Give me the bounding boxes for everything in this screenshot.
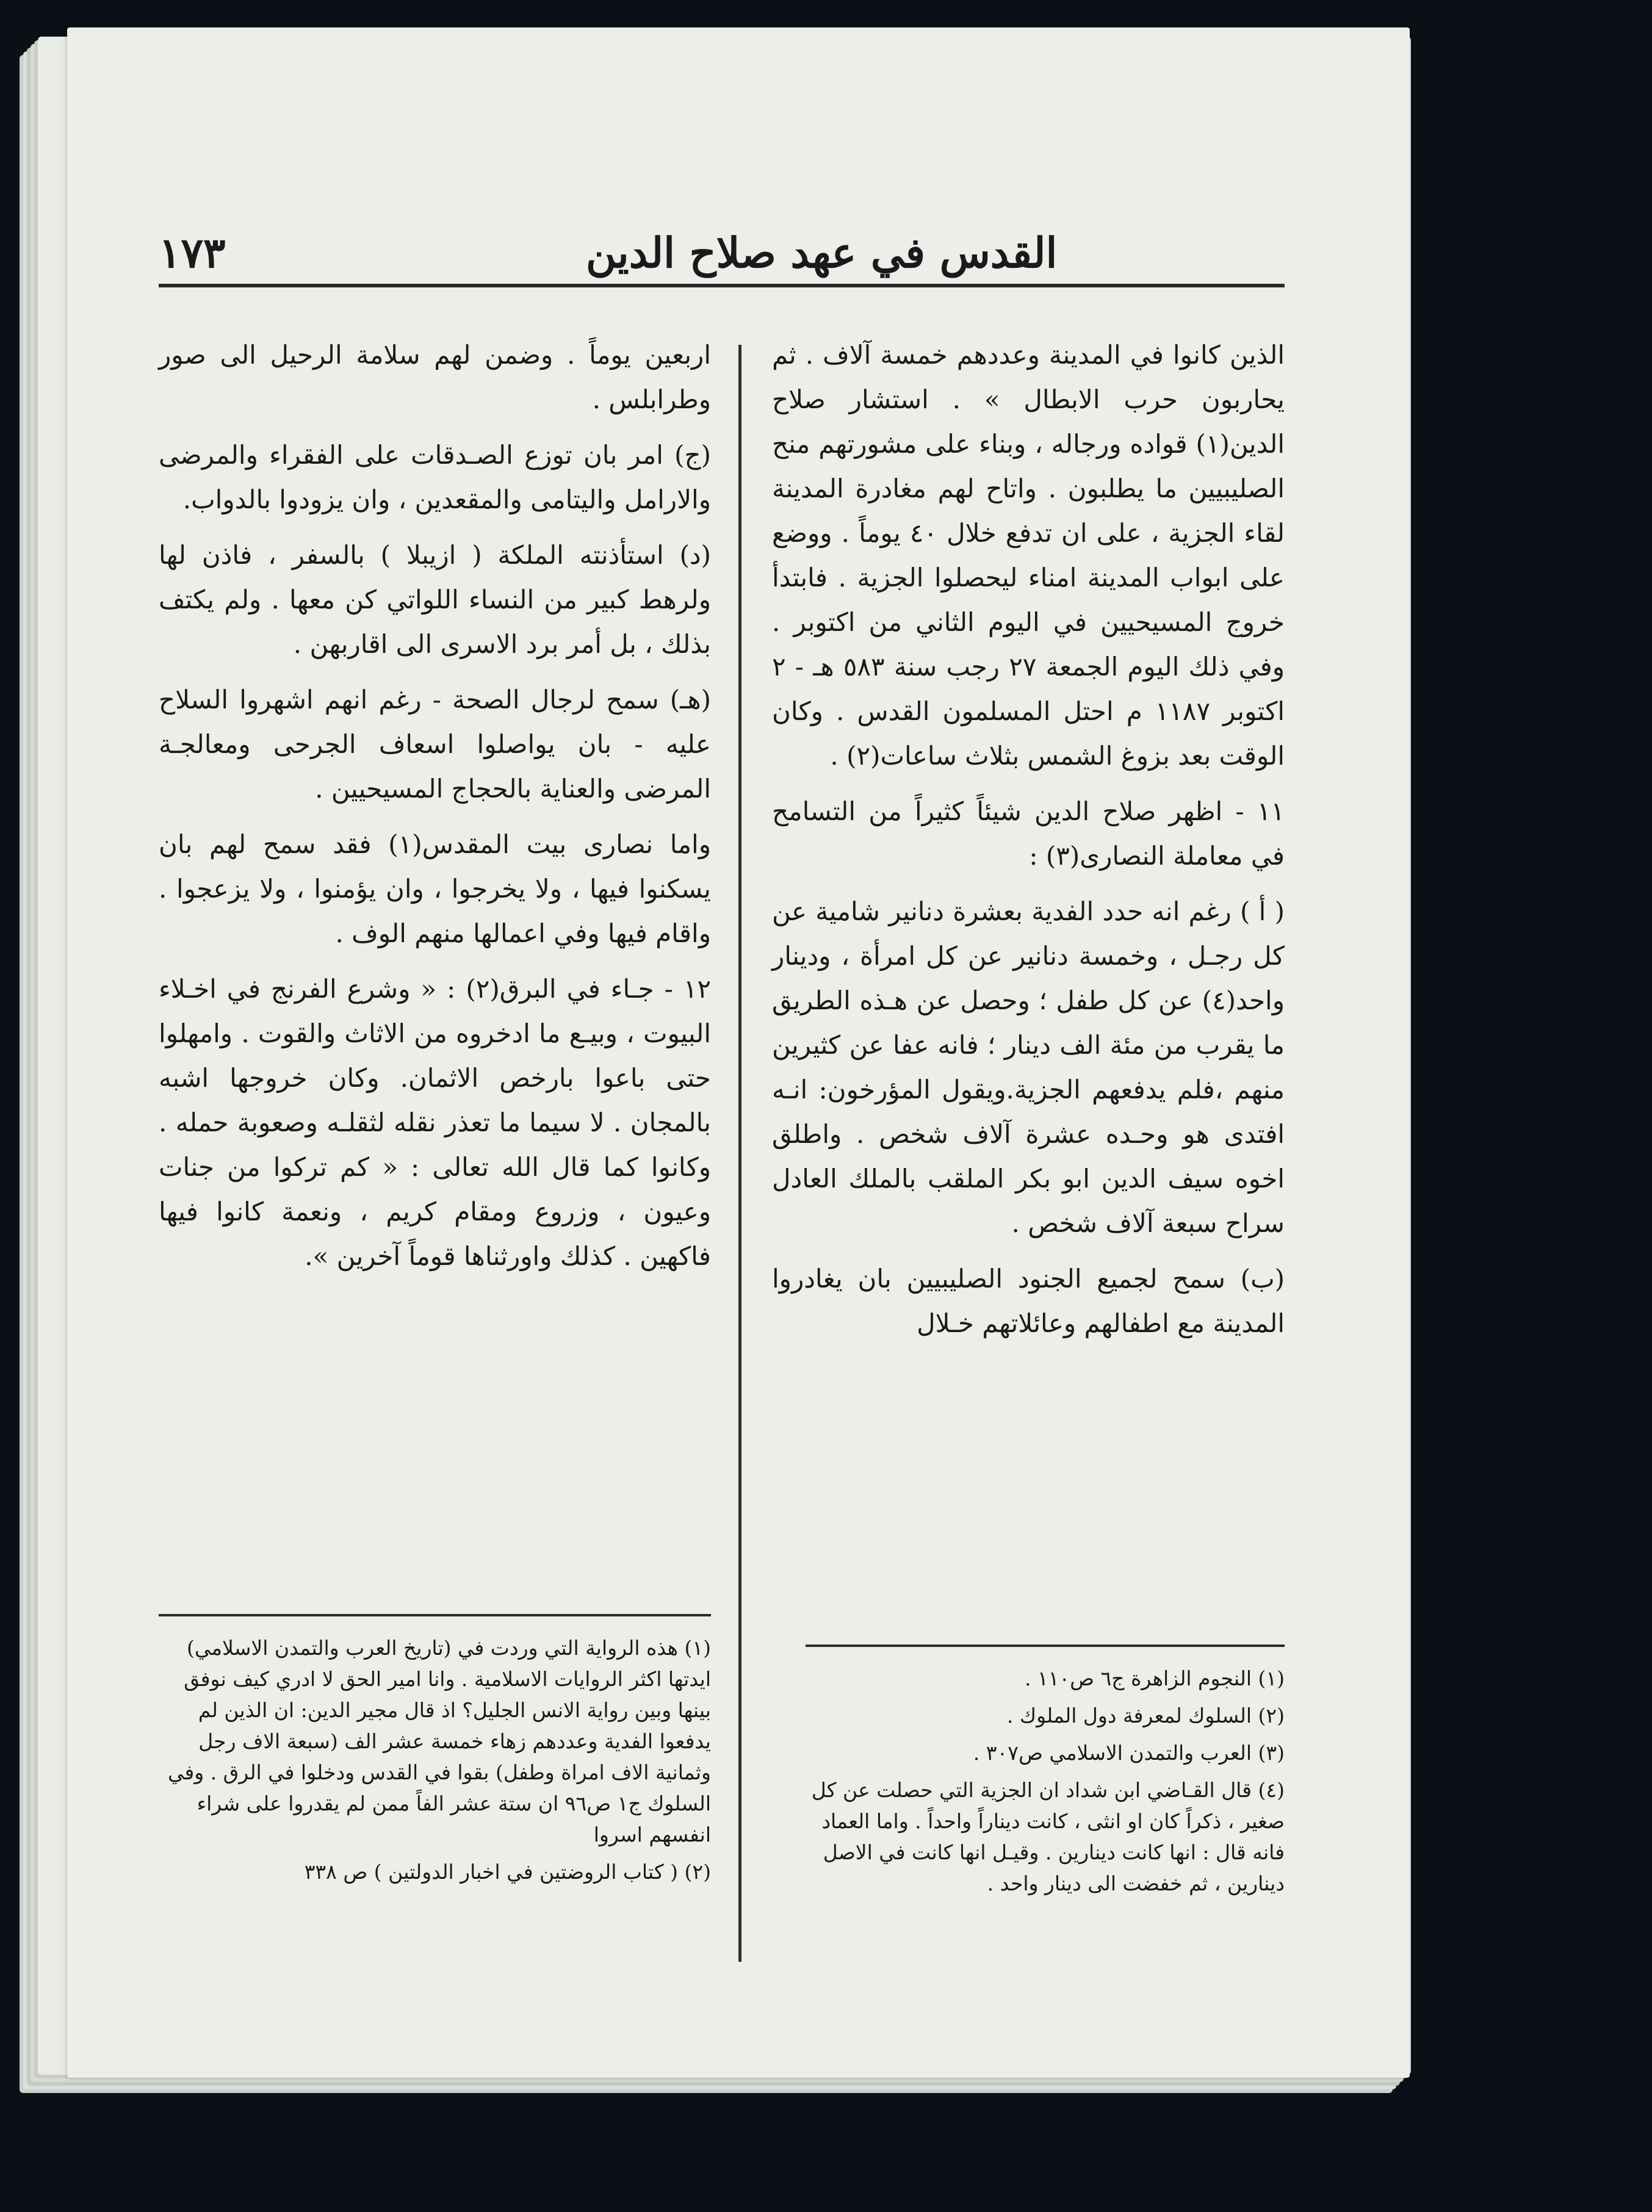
running-title: القدس في عهد صلاح الدين: [586, 229, 1058, 278]
footnote-rule-right: [806, 1645, 1285, 1647]
left-paragraph-2: (ج) امر بان توزع الصـدقات على الفقراء والمرضى والارامل واليتامى والمقعدين ، وان يزودوا بالدواب.: [159, 440, 711, 514]
footnote: (٤) قال القـاضي ابن شداد ان الجزية التي حصلت عن كل صغير ، ذكراً كان او انثى ، كانت ديناراً واحداً . واما العماد فانه قال : انها كانت دينارين . وقيـل انها كانت في الاصل دينارين ، ثم خفضت الى دينار واحد .: [811, 1778, 1285, 1895]
book-page: [67, 27, 1410, 2078]
footnote: (٢) السلوك لمعرفة دول الملوك .: [1006, 1704, 1285, 1727]
left-paragraph-6: ١٢ - جـاء في البرق(٢) : « وشرع الفرنج في اخـلاء البيوت ، وبيـع ما ادخروه من الاثاث والقوت . وامهلوا حتى باعوا بارخص الاثمان. وكان خروجها اشبه بالمجان . لا سيما ما تعذر نقله لثقلـه وصعوبة حمله . وكانوا كما قال الله تعالى : « كم تركوا من جنات وعيون ، وزروع ومقام كريم ، ونعمة كانوا فيها فاكهين . كذلك واورثناها قوماً آخرين ».: [159, 974, 712, 1271]
left-paragraph-4: (هـ) سمح لرجال الصحة - رغم انهم اشهروا السلاح عليه - بان يواصلوا اسعاف الجرحى ومعالجـة المرضى والعناية بالحجاج المسيحيين .: [159, 685, 711, 804]
footnote: (١) هذه الرواية التي وردت في (تاريخ العرب والتمدن الاسلامي) ايدتها اكثر الروايات الاسلامية . وانا امير الحق لا ادري كيف نوفق بينها وبين رواية الانس الجليل؟ اذ قال مجير الدين: ان الذين لم يدفعوا الفدية وعددهم زهاء خمسة عشر الف (سبعة الاف رجل وثمانية الاف امراة وطفل) بقوا في القدس ودخلوا في الرق . وفي السلوك ج١ ص٩٦ ان ستة عشر الفاً ممن لم يقدروا على شراء انفسهم اسروا: [167, 1636, 711, 1846]
right-paragraph-1: الذين كانوا في المدينة وعددهم خمسة آلاف . ثم يحاربون حرب الابطال » . استشار صلاح الدين(١) قواده ورجاله ، وبناء على مشورتهم منح الصليبيين ما يطلبون . واتاح لهم مغادرة المدينة لقاء الجزية ، على ان تدفع خلال ٤٠ يوماً . ووضع على ابواب المدينة امناء ليحصلوا الجزية . فابتدأ خروج المسيحيين في اليوم الثاني من اكتوبر . وفي ذلك اليوم الجمعة ٢٧ رجب سنة ٥٨٣ هـ - ٢ اكتوبر ١١٨٧ م احتل المسلمون القدس . وكان الوقت بعد بزوغ الشمس بثلاث ساعات(٢) .: [772, 340, 1285, 771]
right-column: [772, 333, 1285, 1356]
left-paragraph-1: اربعين يوماً . وضمن لهم سلامة الرحيل الى صور وطرابلس .: [159, 340, 711, 414]
right-footnotes: [806, 1663, 1285, 1905]
page-header: [159, 204, 1285, 290]
footnote-rule-left: [159, 1614, 711, 1616]
left-paragraph-3: (د) استأذنته الملكة ( ازيبلا ) بالسفر ، فاذن لها ولرهط كبير من النساء اللواتي كن معها . ولم يكتف بذلك ، بل أمر برد الاسرى الى اقاربهن .: [159, 540, 711, 659]
left-paragraph-5: واما نصارى بيت المقدس(١) فقد سمح لهم بان يسكنوا فيها ، ولا يخرجوا ، وان يؤمنوا ، ولا يزعجوا . واقام فيها وفي اعمالها منهم الوف .: [159, 829, 711, 948]
left-footnotes: [159, 1632, 711, 1893]
footnote: (٢) ( كتاب الروضتين في اخبار الدولتين ) ص ٣٣٨: [304, 1860, 711, 1884]
left-column: [159, 333, 711, 1289]
page-number: ١٧٣: [159, 229, 226, 278]
right-paragraph-3: ( أ ) رغم انه حدد الفدية بعشرة دنانير شامية عن كل رجـل ، وخمسة دنانير عن كل امرأة ، ودينار واحد(٤) عن كل طفل ؛ وحصل عن هـذه الطريق ما يقرب من مئة الف دينار ؛ فانه عفا عن كثيرين منهم ،فلم يدفعهم الجزية.ويقول المؤرخون: انـه افتدى هو وحـده عشرة آلاف شخص . واطلق اخوه سيف الدين ابو بكر الملقب بالملك العادل سراح سبعة آلاف شخص .: [772, 896, 1285, 1238]
footnote: (٣) العرب والتمدن الاسلامي ص٣٠٧ .: [973, 1741, 1285, 1765]
footnote: (١) النجوم الزاهرة ج٦ ص١١٠ .: [1024, 1666, 1285, 1690]
right-paragraph-2: ١١ - اظهر صلاح الدين شيئاً كثيراً من التسامح في معاملة النصارى(٣) :: [772, 796, 1285, 871]
header-rule: [159, 284, 1285, 287]
column-divider: [738, 345, 741, 1962]
right-paragraph-4: (ب) سمح لجميع الجنود الصليبيين بان يغادروا المدينة مع اطفالهم وعائلاتهم خـلال: [772, 1264, 1285, 1338]
